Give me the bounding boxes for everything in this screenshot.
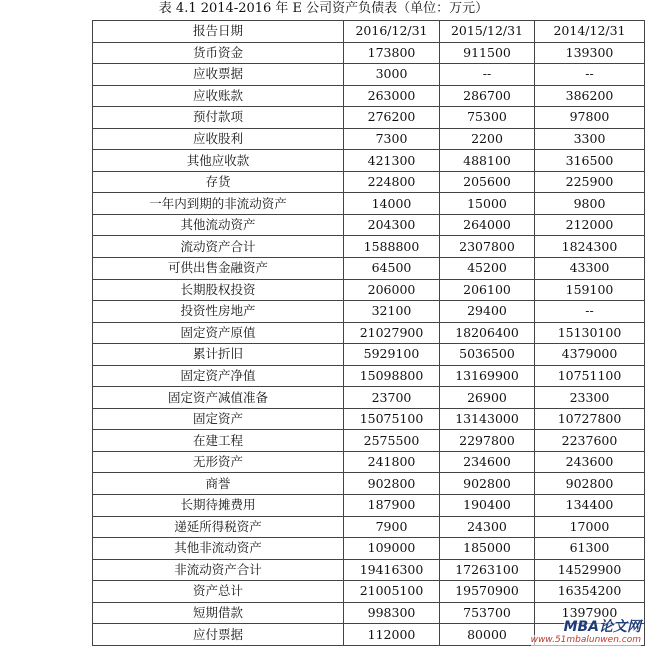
row-label-cell: 应收股利 (93, 128, 344, 150)
value-cell: 264000 (440, 214, 535, 236)
value-cell: 911500 (440, 42, 535, 64)
value-cell: 286700 (440, 85, 535, 107)
table-row (93, 85, 645, 107)
value-cell: 225900 (535, 171, 645, 193)
value-cell: 15075100 (344, 408, 440, 430)
row-label-cell: 存货 (93, 171, 344, 193)
value-cell: 134400 (535, 495, 645, 517)
value-cell: 18206400 (440, 322, 535, 344)
table-row (93, 581, 645, 603)
value-cell: 17000 (535, 516, 645, 538)
value-cell: 263000 (344, 85, 440, 107)
value-cell: 276200 (344, 107, 440, 129)
value-cell: 3300 (535, 128, 645, 150)
value-cell: 23700 (344, 387, 440, 409)
value-cell: 224800 (344, 171, 440, 193)
value-cell: 14529900 (535, 559, 645, 581)
table-row (93, 516, 645, 538)
table-row (93, 214, 645, 236)
value-cell: 13169900 (440, 365, 535, 387)
value-cell: 386200 (535, 85, 645, 107)
table-row (93, 128, 645, 150)
value-cell: 21027900 (344, 322, 440, 344)
value-cell: 206000 (344, 279, 440, 301)
table-row (93, 344, 645, 366)
value-cell: 10751100 (535, 365, 645, 387)
table-row (93, 258, 645, 280)
value-cell: 23300 (535, 387, 645, 409)
watermark-brand: MBA论文网 (563, 619, 641, 635)
value-cell: 26900 (440, 387, 535, 409)
value-cell: 4379000 (535, 344, 645, 366)
value-cell: 16354200 (535, 581, 645, 603)
value-cell: 3000 (344, 64, 440, 86)
row-label-cell: 商誉 (93, 473, 344, 495)
table-row (93, 322, 645, 344)
watermark-url: www.51mbalunwen.com (530, 635, 641, 645)
value-cell: 998300 (344, 602, 440, 624)
table-row (93, 495, 645, 517)
value-cell: 234600 (440, 451, 535, 473)
row-label-cell: 固定资产原值 (93, 322, 344, 344)
value-cell: 64500 (344, 258, 440, 280)
table-row (93, 473, 645, 495)
value-cell: 187900 (344, 495, 440, 517)
value-cell: 24300 (440, 516, 535, 538)
table-row (93, 559, 645, 581)
value-cell: 1824300 (535, 236, 645, 258)
row-label-cell: 一年内到期的非流动资产 (93, 193, 344, 215)
value-cell: 1397900 (535, 602, 645, 624)
value-cell: 316500 (535, 150, 645, 172)
value-cell: 14000 (344, 193, 440, 215)
value-cell: 80000 (440, 624, 535, 646)
row-label-cell: 在建工程 (93, 430, 344, 452)
value-cell: 902800 (344, 473, 440, 495)
row-label-cell: 流动资产合计 (93, 236, 344, 258)
value-cell: 159100 (535, 279, 645, 301)
value-cell: 15098800 (344, 365, 440, 387)
value-cell: 7300 (344, 128, 440, 150)
value-cell: 19570900 (440, 581, 535, 603)
value-cell: 2200 (440, 128, 535, 150)
table-row (93, 42, 645, 64)
table-header-row (93, 21, 645, 43)
value-cell: 206100 (440, 279, 535, 301)
value-cell: 9800 (535, 193, 645, 215)
row-label-cell: 固定资产 (93, 408, 344, 430)
value-cell: 2297800 (440, 430, 535, 452)
value-cell: 1588800 (344, 236, 440, 258)
value-cell: 5929100 (344, 344, 440, 366)
value-cell: 15130100 (535, 322, 645, 344)
value-cell: 43300 (535, 258, 645, 280)
row-label-cell: 累计折旧 (93, 344, 344, 366)
row-label-cell: 短期借款 (93, 602, 344, 624)
value-cell: 902800 (440, 473, 535, 495)
value-cell: 97800 (535, 107, 645, 129)
value-cell: 241800 (344, 451, 440, 473)
value-cell: 15000 (440, 193, 535, 215)
value-cell: 421300 (344, 150, 440, 172)
value-cell: 17263100 (440, 559, 535, 581)
value-cell: 75300 (440, 107, 535, 129)
watermark (510, 620, 645, 648)
row-label-cell: 无形资产 (93, 451, 344, 473)
table-row (93, 193, 645, 215)
row-label-cell: 应付票据 (93, 624, 344, 646)
value-cell: 13143000 (440, 408, 535, 430)
table-row (93, 279, 645, 301)
table-row (93, 301, 645, 323)
value-cell: 753700 (440, 602, 535, 624)
value-cell: 243600 (535, 451, 645, 473)
row-label-cell: 递延所得税资产 (93, 516, 344, 538)
row-label-cell: 应收账款 (93, 85, 344, 107)
value-cell: 2237600 (535, 430, 645, 452)
value-cell: 5036500 (440, 344, 535, 366)
table-row (93, 365, 645, 387)
table-row (93, 408, 645, 430)
value-cell: 7900 (344, 516, 440, 538)
row-label-cell: 长期股权投资 (93, 279, 344, 301)
row-label-cell: 预付款项 (93, 107, 344, 129)
header-date-cell: 2014/12/31 (535, 21, 645, 43)
row-label-cell: 其他非流动资产 (93, 538, 344, 560)
value-cell: 139300 (535, 42, 645, 64)
table-row (93, 236, 645, 258)
row-label-cell: 固定资产减值准备 (93, 387, 344, 409)
value-cell: 2575500 (344, 430, 440, 452)
table-row (93, 538, 645, 560)
value-cell: 109000 (344, 538, 440, 560)
row-label-cell: 非流动资产合计 (93, 559, 344, 581)
row-label-cell: 货币资金 (93, 42, 344, 64)
value-cell: 204300 (344, 214, 440, 236)
table-row (93, 451, 645, 473)
value-cell: 45200 (440, 258, 535, 280)
value-cell: 205600 (440, 171, 535, 193)
value-cell: 32100 (344, 301, 440, 323)
row-label-cell: 资产总计 (93, 581, 344, 603)
value-cell: 61300 (535, 538, 645, 560)
value-cell: 212000 (535, 214, 645, 236)
table-caption: 表 4.1 2014-2016 年 E 公司资产负债表（单位：万元） (158, 1, 489, 16)
table-row (93, 430, 645, 452)
value-cell: 29400 (440, 301, 535, 323)
value-cell: 19416300 (344, 559, 440, 581)
table-row (93, 64, 645, 86)
row-label-cell: 应收票据 (93, 64, 344, 86)
table-row (93, 150, 645, 172)
balance-sheet-table (92, 20, 645, 646)
value-cell: 185000 (440, 538, 535, 560)
value-cell: 902800 (535, 473, 645, 495)
table-row (93, 387, 645, 409)
header-date-cell: 2015/12/31 (440, 21, 535, 43)
value-cell: -- (440, 64, 535, 86)
table-row (93, 171, 645, 193)
value-cell: 190400 (440, 495, 535, 517)
row-label-cell: 其他应收款 (93, 150, 344, 172)
row-label-cell: 长期待摊费用 (93, 495, 344, 517)
value-cell: 2307800 (440, 236, 535, 258)
header-label-cell: 报告日期 (93, 21, 344, 43)
value-cell: 10727800 (535, 408, 645, 430)
value-cell: -- (535, 64, 645, 86)
table-row (93, 107, 645, 129)
value-cell: 488100 (440, 150, 535, 172)
value-cell: 112000 (344, 624, 440, 646)
header-date-cell: 2016/12/31 (344, 21, 440, 43)
row-label-cell: 可供出售金融资产 (93, 258, 344, 280)
value-cell: 173800 (344, 42, 440, 64)
value-cell: 21005100 (344, 581, 440, 603)
row-label-cell: 投资性房地产 (93, 301, 344, 323)
value-cell: -- (535, 301, 645, 323)
row-label-cell: 其他流动资产 (93, 214, 344, 236)
row-label-cell: 固定资产净值 (93, 365, 344, 387)
